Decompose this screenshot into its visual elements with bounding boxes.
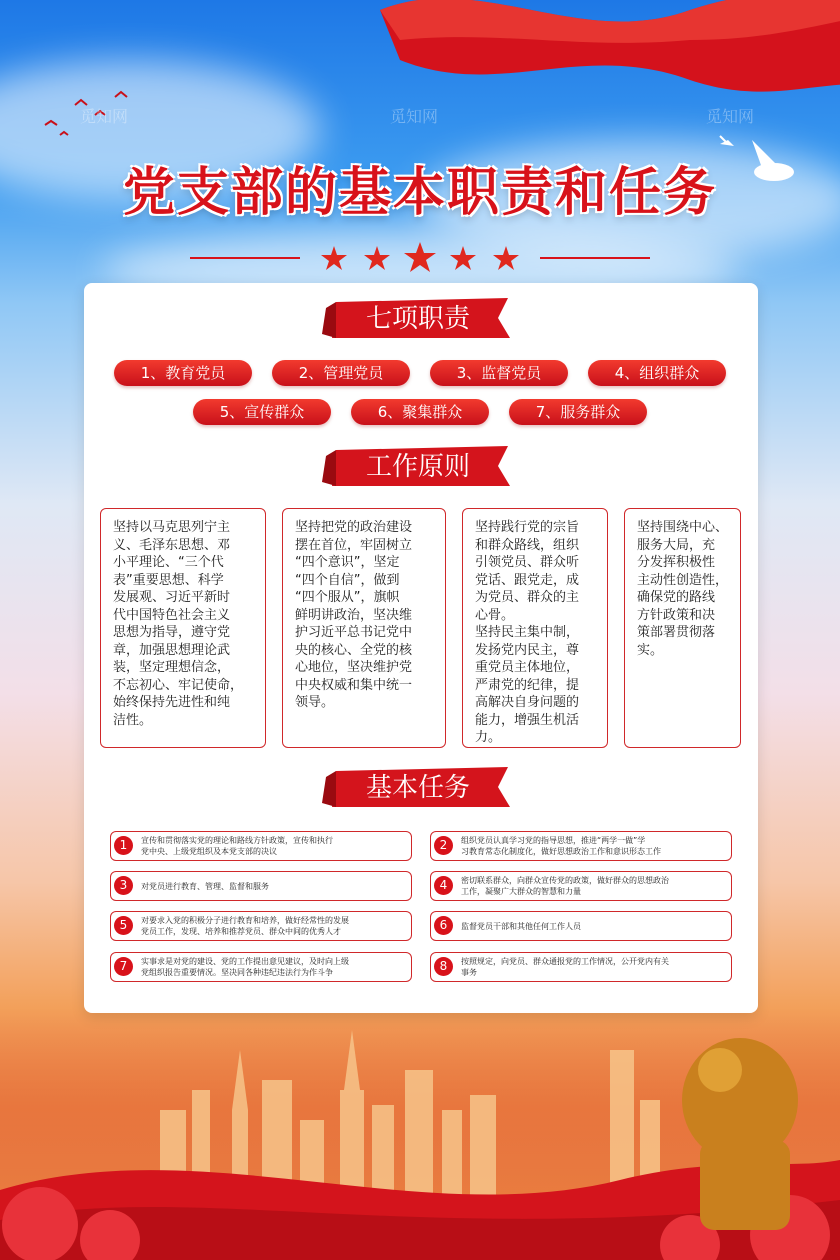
task-text: 按照规定，向党员、群众通报党的工作情况，公开党内有关 事务	[461, 957, 669, 977]
section-header-duties	[322, 298, 514, 340]
task-number: 3	[114, 876, 133, 895]
task-number: 1	[114, 836, 133, 855]
task-number: 8	[434, 957, 453, 976]
watermark-text: 觅知网	[390, 107, 439, 126]
principle-box: 坚持把党的政治建设 摆在首位，牢固树立 “四个意识”，坚定 “四个自信”，做到 “四个服从”，旗帜 鲜明讲政治，坚决维 护习近平总书记党中 央的核心、全党的核 心地位，坚决维护党 中央权威和集中统一 领导。	[282, 508, 446, 748]
task-item	[110, 871, 412, 901]
task-text: 对要求入党的积极分子进行教育和培养，做好经常性的发展 党员工作，发现、培养和推荐党员、群众中间的优秀人才	[141, 916, 349, 936]
task-number: 7	[114, 957, 133, 976]
task-item	[430, 871, 732, 901]
task-item	[430, 911, 732, 941]
task-number: 6	[434, 916, 453, 935]
watermark-text: 觅知网	[80, 107, 129, 126]
city-skyline-illustration	[0, 1010, 840, 1260]
section-header-principles	[322, 446, 514, 488]
principle-box: 坚持践行党的宗旨 和群众路线，组织 引领党员、群众听 党话、跟党走，成 为党员、群众的主 心骨。 坚持民主集中制， 发扬党内民主，尊 重党员主体地位， 严肃党的纪律，提 高解决自身问题的 能力，增强生机活 力。	[462, 508, 608, 748]
duty-pill: 5、宣传群众	[193, 399, 331, 425]
task-number: 4	[434, 876, 453, 895]
section-title: 基本任务	[365, 773, 470, 803]
duty-pill: 6、聚集群众	[351, 399, 489, 425]
task-text: 监督党员干部和其他任何工作人员	[461, 922, 581, 931]
section-header-tasks	[322, 767, 514, 809]
red-ribbon-decoration	[360, 0, 840, 100]
stars-decoration	[180, 240, 660, 276]
section-title: 七项职责	[365, 304, 470, 334]
duty-pill: 4、组织群众	[588, 360, 726, 386]
task-item	[110, 911, 412, 941]
duty-pill: 7、服务群众	[509, 399, 647, 425]
task-text: 实事求是对党的建设、党的工作提出意见建议，及时向上级 党组织报告重要情况。坚决同各种违纪违法行为作斗争	[141, 957, 349, 977]
duty-pill: 3、监督党员	[430, 360, 568, 386]
task-item	[430, 952, 732, 982]
task-text: 宣传和贯彻落实党的理论和路线方针政策，宣传和执行 党中央、上级党组织及本党支部的决议	[141, 836, 333, 856]
principle-box: 坚持以马克思列宁主 义、毛泽东思想、邓 小平理论、“三个代 表”重要思想、科学 发展观、习近平新时 代中国特色社会主义 思想为指导，遵守党 章，加强思想理论武 装，坚定理想信念， 不忘初心、牢记使命， 始终保持先进性和纯 洁性。	[100, 508, 266, 748]
task-text: 组织党员认真学习党的指导思想，推进“两学一做”学 习教育常态化制度化，做好思想政治工作和意识形态工作	[461, 836, 661, 856]
task-number: 5	[114, 916, 133, 935]
task-text: 对党员进行教育、管理、监督和服务	[141, 882, 269, 891]
page-title: 党支部的基本职责和任务	[122, 163, 717, 223]
task-item	[110, 831, 412, 861]
task-item	[110, 952, 412, 982]
watermark-text: 觅知网	[706, 107, 755, 126]
principle-box: 坚持围绕中心、 服务大局，充 分发挥积极性 主动性创造性， 确保党的路线 方针政策和决 策部署贯彻落 实。	[624, 508, 741, 748]
task-number: 2	[434, 836, 453, 855]
duty-pill: 1、教育党员	[114, 360, 252, 386]
duty-pill: 2、管理党员	[272, 360, 410, 386]
task-item	[430, 831, 732, 861]
task-text: 密切联系群众，向群众宣传党的政策，做好群众的思想政治 工作，凝聚广大群众的智慧和力量	[461, 876, 669, 896]
section-title: 工作原则	[365, 452, 470, 482]
